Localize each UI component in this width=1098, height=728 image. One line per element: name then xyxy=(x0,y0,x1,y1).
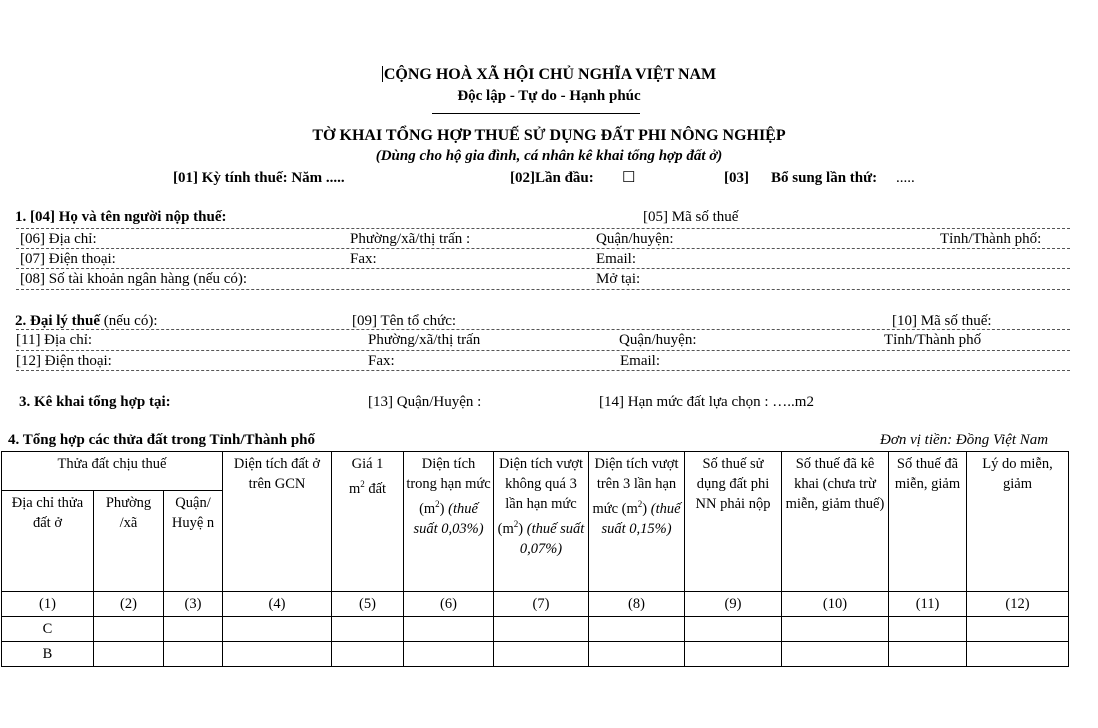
col-parcel-address: Địa chỉ thửa đất ở xyxy=(2,491,94,592)
land-summary-label: 4. Tổng hợp các thửa đất trong Tỉnh/Thành phố xyxy=(8,432,316,448)
supplement-label: Bổ sung lần thứ: xyxy=(771,170,878,186)
dotted-line xyxy=(16,228,1070,229)
table-cell[interactable] xyxy=(494,617,589,642)
form-subtitle: (Dùng cho hộ gia đình, cá nhân kê khai tổng hợp đất ở) xyxy=(375,148,723,164)
col-tax-payable: Số thuế sử dụng đất phi NN phải nộp xyxy=(685,452,782,592)
dotted-line xyxy=(16,289,1070,290)
index-cell: (7) xyxy=(494,592,589,617)
col-area-in-limit: Diện tích trong hạn mức $(m^2)$ (thuế suất 0,03%) xyxy=(404,452,494,592)
dotted-line xyxy=(16,248,1070,249)
index-cell: (8) xyxy=(589,592,685,617)
table-cell[interactable] xyxy=(889,642,967,667)
col-area-above-3x: Diện tích vượt trên 3 lần hạn mức $(m^2)$ (thuế suất 0,15%) xyxy=(589,452,685,592)
agent-phone: [12] Điện thoại: xyxy=(16,353,112,369)
index-cell: (9) xyxy=(685,592,782,617)
taxpayer-name-label: 1. [04] Họ và tên người nộp thuế: xyxy=(15,209,227,225)
taxpayer-bank-branch: Mở tại: xyxy=(596,271,641,287)
table-cell[interactable] xyxy=(223,642,332,667)
table-cell[interactable] xyxy=(685,617,782,642)
table-cell[interactable] xyxy=(589,617,685,642)
first-time-label: [02]Lần đầu: xyxy=(510,170,594,186)
tax-agent-label: 2. Đại lý thuế (nếu có): xyxy=(15,313,158,329)
index-cell: (1) xyxy=(2,592,94,617)
taxpayer-fax: Fax: xyxy=(350,251,377,267)
supplement-code: [03] xyxy=(724,170,749,186)
index-cell: (11) xyxy=(889,592,967,617)
supplement-value: ..... xyxy=(896,170,915,186)
table-cell[interactable] xyxy=(404,642,494,667)
dotted-line xyxy=(16,268,1070,269)
table-cell[interactable] xyxy=(685,642,782,667)
col-district: Quận/ Huyệ n xyxy=(164,491,223,592)
table-cell[interactable]: B xyxy=(2,642,94,667)
country-name: CỘNG HOÀ XÃ HỘI CHỦ NGHĨA VIỆT NAM xyxy=(383,66,717,83)
table-cell[interactable] xyxy=(164,642,223,667)
table-cell[interactable] xyxy=(94,617,164,642)
taxpayer-district: Quận/huyện: xyxy=(596,231,674,247)
taxpayer-phone: [07] Điện thoại: xyxy=(20,251,116,267)
parcel-group-header: Thửa đất chịu thuế xyxy=(2,452,223,491)
table-cell[interactable] xyxy=(164,617,223,642)
taxpayer-bank-account: [08] Số tài khoản ngân hàng (nếu có): xyxy=(20,271,248,287)
index-cell: (3) xyxy=(164,592,223,617)
declare-district: [13] Quận/Huyện : xyxy=(368,394,482,410)
dotted-line xyxy=(16,329,1070,330)
agent-email: Email: xyxy=(620,353,660,369)
col-price: Giá 1 $m^2$ đất xyxy=(332,452,404,592)
country-header xyxy=(0,66,1098,84)
table-cell[interactable] xyxy=(404,617,494,642)
motto: Độc lập - Tự do - Hạnh phúc xyxy=(457,88,641,104)
table-cell[interactable] xyxy=(889,617,967,642)
currency-unit: Đơn vị tiền: Đồng Việt Nam xyxy=(880,432,1049,448)
col-ward: Phường /xã xyxy=(94,491,164,592)
table-header-row xyxy=(2,452,1069,491)
agent-ward: Phường/xã/thị trấn xyxy=(368,332,481,348)
form-title: TỜ KHAI TỔNG HỢP THUẾ SỬ DỤNG ĐẤT PHI NÔNG NGHIỆP xyxy=(312,127,786,144)
col-tax-exempted: Số thuế đã miễn, giảm xyxy=(889,452,967,592)
agent-fax: Fax: xyxy=(368,353,395,369)
taxpayer-tax-id: [05] Mã số thuế xyxy=(643,209,739,225)
agent-province: Tỉnh/Thành phố xyxy=(884,332,982,348)
header-divider xyxy=(432,113,640,114)
dotted-line xyxy=(16,370,1070,371)
index-cell: (5) xyxy=(332,592,404,617)
dotted-line xyxy=(16,350,1070,351)
tax-period: [01] Kỳ tính thuế: Năm ..... xyxy=(173,170,345,186)
agent-district: Quận/huyện: xyxy=(619,332,697,348)
table-cell[interactable] xyxy=(494,642,589,667)
table-cell[interactable] xyxy=(967,617,1069,642)
taxpayer-email: Email: xyxy=(596,251,636,267)
table-cell[interactable] xyxy=(332,642,404,667)
col-area-gcn: Diện tích đất ở trên GCN xyxy=(223,452,332,592)
land-limit: [14] Hạn mức đất lựa chọn : …..m2 xyxy=(599,394,814,410)
table-cell[interactable] xyxy=(782,642,889,667)
text-cursor xyxy=(382,66,383,82)
agent-address: [11] Địa chỉ: xyxy=(16,332,93,348)
index-cell: (12) xyxy=(967,592,1069,617)
table-cell[interactable]: C xyxy=(2,617,94,642)
col-area-over-3x: Diện tích vượt không quá 3 lần hạn mức $(m^2)$ (thuế suất 0,07%) xyxy=(494,452,589,592)
agent-org-name: [09] Tên tổ chức: xyxy=(352,313,457,329)
taxpayer-address: [06] Địa chỉ: xyxy=(20,231,97,247)
taxpayer-ward: Phường/xã/thị trấn : xyxy=(350,231,471,247)
index-cell: (2) xyxy=(94,592,164,617)
table-cell[interactable] xyxy=(589,642,685,667)
table-index-row xyxy=(2,592,1069,617)
table-cell[interactable] xyxy=(782,617,889,642)
declare-at-label: 3. Kê khai tổng hợp tại: xyxy=(19,394,171,410)
land-parcel-table xyxy=(1,451,1069,667)
table-cell[interactable] xyxy=(332,617,404,642)
agent-tax-id: [10] Mã số thuế: xyxy=(892,313,992,329)
index-cell: (4) xyxy=(223,592,332,617)
table-row xyxy=(2,617,1069,642)
col-exemption-reason: Lý do miễn, giảm xyxy=(967,452,1069,592)
index-cell: (10) xyxy=(782,592,889,617)
col-tax-declared: Số thuế đã kê khai (chưa trừ miễn, giảm thuế) xyxy=(782,452,889,592)
table-cell[interactable] xyxy=(223,617,332,642)
table-cell[interactable] xyxy=(94,642,164,667)
taxpayer-province: Tỉnh/Thành phố: xyxy=(940,231,1042,247)
first-time-checkbox[interactable]: ☐ xyxy=(622,170,636,186)
table-cell[interactable] xyxy=(967,642,1069,667)
index-cell: (6) xyxy=(404,592,494,617)
table-row xyxy=(2,642,1069,667)
